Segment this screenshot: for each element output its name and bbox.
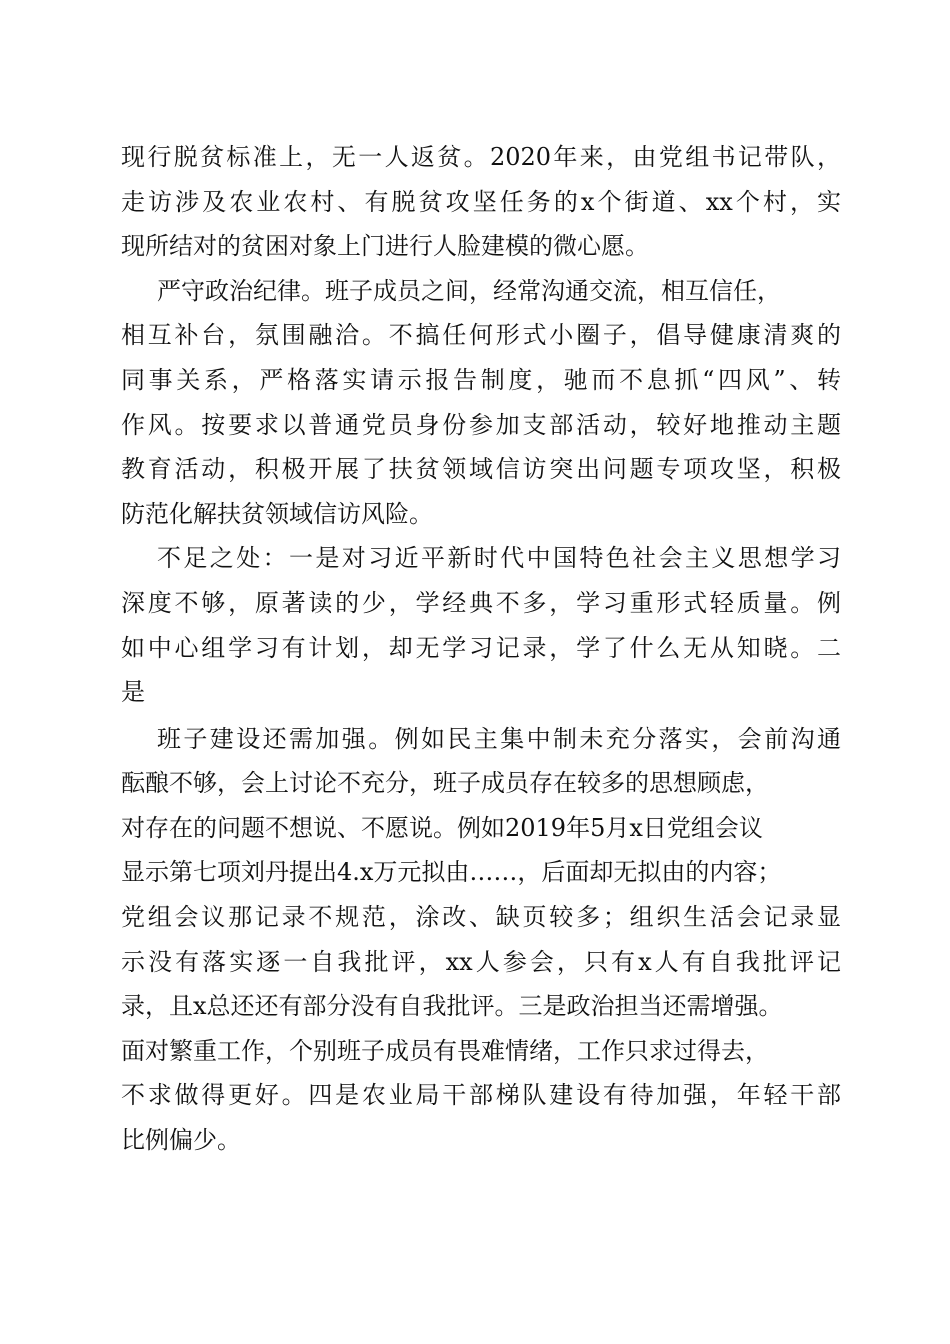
text-line: 同事关系，严格落实请示报告制度，驰而不息抓“四风”、转 [121,366,841,394]
text-line: 面对繁重工作，个别班子成员有畏难情绪，工作只求过得去， [121,1037,769,1065]
text-line: 走访涉及农业农村、有脱贫攻坚任务的x个街道、xx个村，实 [121,188,841,216]
text-line: 现行脱贫标准上，无一人返贫。2020年来，由党组书记带队， [121,143,841,171]
text-line: 对存在的问题不想说、不愿说。例如2019年5月x日党组会议 [121,814,763,842]
text-line: 显示第七项刘丹提出4.x万元拟由……，后面却无拟由的内容； [121,858,782,886]
text-line: 不足之处：一是对习近平新时代中国特色社会主义思想学习 [157,544,841,572]
text-line: 录，且x总还还有部分没有自我批评。三是政治担当还需增强。 [121,992,783,1020]
text-line: 如中心组学习有计划，却无学习记录，学了什么无从知晓。二 [121,634,841,662]
text-line: 示没有落实逐一自我批评，xx人参会，只有x人有自我批评记 [121,948,841,976]
text-line: 比例偏少。 [121,1126,241,1154]
text-line: 深度不够，原著读的少，学经典不多，学习重形式轻质量。例 [121,589,841,617]
text-line: 不求做得更好。四是农业局干部梯队建设有待加强，年轻干部 [121,1081,841,1109]
text-line: 是 [121,678,145,706]
text-line: 教育活动，积极开展了扶贫领域信访突出问题专项攻坚，积极 [121,455,841,483]
text-line: 现所结对的贫困对象上门进行人脸建模的微心愿。 [121,232,649,260]
text-line: 作风。按要求以普通党员身份参加支部活动，较好地推动主题 [121,411,841,439]
text-line: 防范化解扶贫领域信访风险。 [121,500,433,528]
text-line: 班子建设还需加强。例如民主集中制未充分落实，会前沟通 [157,725,841,753]
text-line: 相互补台，氛围融洽。不搞任何形式小圈子，倡导健康清爽的 [121,321,841,349]
text-line: 酝酿不够，会上讨论不充分，班子成员存在较多的思想顾虑， [121,769,769,797]
text-line: 党组会议那记录不规范，涂改、缺页较多；组织生活会记录显 [121,903,841,931]
text-line: 严守政治纪律。班子成员之间，经常沟通交流，相互信任， [157,277,781,305]
